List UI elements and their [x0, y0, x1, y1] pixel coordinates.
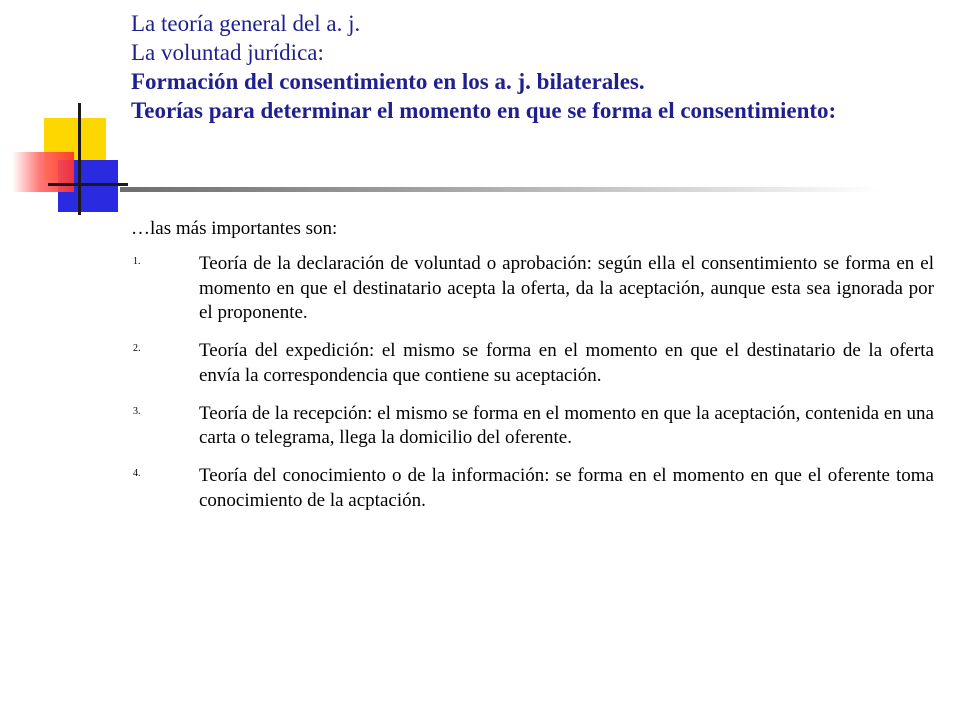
title-line-4: Teorías para determinar el momento en que se forma el consentimiento:: [131, 98, 837, 123]
list-item: [131, 339, 934, 388]
logo-red-bar: [12, 152, 74, 192]
title-divider-rule: [120, 187, 880, 192]
list-item-number: 1.: [133, 256, 141, 267]
list-item-text: Teoría del conocimiento o de la información: se forma en el momento en que el oferente toma conocimiento de la acptación.: [199, 464, 934, 511]
list-item-number: 2.: [133, 343, 141, 355]
title-line-3: Formación del consentimiento en los a. j. bilaterales.: [131, 69, 645, 94]
list-item: [131, 252, 934, 326]
list-item-number: 4.: [133, 467, 141, 479]
list-item-text: Teoría del expedición: el mismo se forma en el momento en que el destinatario de la oferta envía la correspondencia que contiene su aceptación.: [199, 340, 934, 386]
logo-vertical-line: [78, 103, 81, 215]
theory-list: [131, 252, 934, 526]
list-item-number: 3.: [133, 405, 141, 417]
list-item-text: Teoría de la declaración de voluntad o aprobación: según ella el consentimiento se forma en el momento en que el destinatario acepta la oferta, da la aceptación, aunque esta sea ignorada por el proponente.: [199, 253, 934, 324]
title-line-2: La voluntad jurídica:: [131, 40, 324, 65]
slide-title: [131, 9, 931, 125]
logo-horizontal-line: [48, 183, 128, 186]
list-item-text: Teoría de la recepción: el mismo se forma en el momento en que la aceptación, contenida en una carta o telegrama, llega la domicilio del oferente.: [199, 402, 934, 449]
intro-text: …las más importantes son:: [131, 218, 338, 239]
list-item: [131, 402, 934, 451]
list-item: [131, 464, 934, 513]
title-line-1: La teoría general del a. j.: [131, 11, 361, 36]
